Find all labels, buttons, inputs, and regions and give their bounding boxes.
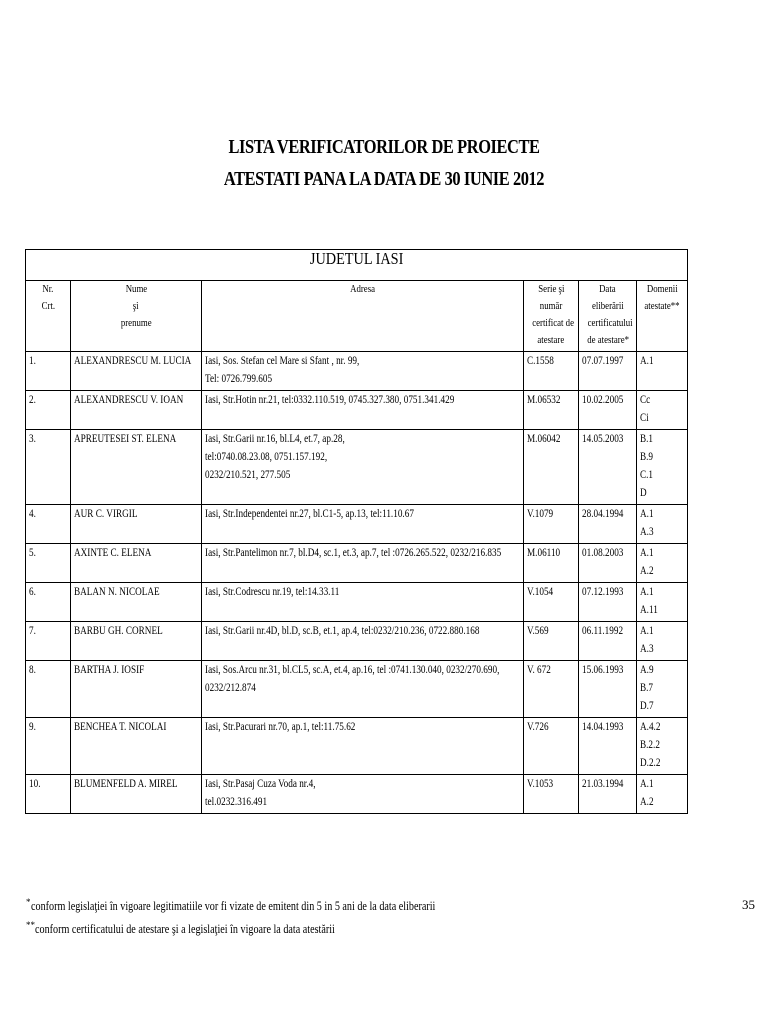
cell-domenii: A.1 A.3 bbox=[637, 622, 688, 661]
cell-serie: V.726 bbox=[524, 718, 579, 775]
table-row bbox=[26, 661, 688, 718]
cell-domenii: B.1 B.9 C.1 D bbox=[637, 430, 688, 505]
cell-serie: C.1558 bbox=[524, 352, 579, 391]
cell-domenii: A.9 B.7 D.7 bbox=[637, 661, 688, 718]
column-header-row bbox=[26, 281, 688, 352]
cell-adresa: Iasi, Sos. Stefan cel Mare si Sfant , nr. 99, Tel: 0726.799.605 bbox=[202, 352, 524, 391]
cell-domenii: A.1 bbox=[637, 352, 688, 391]
footnote-1-mark: * bbox=[26, 897, 31, 907]
cell-adresa: Iasi, Str.Independentei nr.27, bl.C1-5, ap.13, tel:11.10.67 bbox=[202, 505, 524, 544]
cell-nr: 2. bbox=[26, 391, 71, 430]
cell-nume: BARTHA J. IOSIF bbox=[71, 661, 202, 718]
cell-nr: 7. bbox=[26, 622, 71, 661]
cell-adresa: Iasi, Str.Pasaj Cuza Voda nr.4, tel.0232.316.491 bbox=[202, 775, 524, 814]
cell-adresa: Iasi, Str.Pantelimon nr.7, bl.D4, sc.1, et.3, ap.7, tel :0726.265.522, 0232/216.835 bbox=[202, 544, 524, 583]
cell-domenii: A.1 A.2 bbox=[637, 544, 688, 583]
cell-serie: M.06532 bbox=[524, 391, 579, 430]
county-heading: JUDETUL IASI bbox=[26, 250, 688, 281]
cell-nr: 4. bbox=[26, 505, 71, 544]
cell-nume: APREUTESEI ST. ELENA bbox=[71, 430, 202, 505]
cell-nume: ALEXANDRESCU V. IOAN bbox=[71, 391, 202, 430]
cell-domenii: Cc Ci bbox=[637, 391, 688, 430]
cell-adresa: Iasi, Str.Codrescu nr.19, tel:14.33.11 bbox=[202, 583, 524, 622]
cell-data: 06.11.1992 bbox=[579, 622, 637, 661]
cell-data: 07.07.1997 bbox=[579, 352, 637, 391]
header-domenii: Domenii atestate** bbox=[637, 281, 688, 352]
verifier-table bbox=[25, 249, 688, 814]
footnote-2-mark: ** bbox=[26, 920, 35, 930]
cell-nr: 1. bbox=[26, 352, 71, 391]
table-row bbox=[26, 505, 688, 544]
table-body bbox=[26, 352, 688, 814]
cell-adresa: Iasi, Str.Hotin nr.21, tel:0332.110.519, 0745.327.380, 0751.341.429 bbox=[202, 391, 524, 430]
cell-nume: BLUMENFELD A. MIREL bbox=[71, 775, 202, 814]
page-number: 35 bbox=[742, 897, 755, 912]
cell-data: 01.08.2003 bbox=[579, 544, 637, 583]
cell-adresa: Iasi, Str.Pacurari nr.70, ap.1, tel:11.75.62 bbox=[202, 718, 524, 775]
cell-nume: AUR C. VIRGIL bbox=[71, 505, 202, 544]
cell-nume: BALAN N. NICOLAE bbox=[71, 583, 202, 622]
cell-data: 28.04.1994 bbox=[579, 505, 637, 544]
cell-nr: 9. bbox=[26, 718, 71, 775]
cell-domenii: A.1 A.3 bbox=[637, 505, 688, 544]
cell-nr: 6. bbox=[26, 583, 71, 622]
header-data: Data eliberării certificatului de atestare* bbox=[579, 281, 637, 352]
cell-data: 10.02.2005 bbox=[579, 391, 637, 430]
cell-nr: 5. bbox=[26, 544, 71, 583]
cell-serie: V.569 bbox=[524, 622, 579, 661]
table-row bbox=[26, 391, 688, 430]
document-title-line-2: ATESTATI PANA LA DATA DE 30 IUNIE 2012 bbox=[223, 168, 545, 190]
table-row bbox=[26, 775, 688, 814]
cell-nr: 10. bbox=[26, 775, 71, 814]
table-row bbox=[26, 718, 688, 775]
table-row bbox=[26, 430, 688, 505]
cell-domenii: A.1 A.2 bbox=[637, 775, 688, 814]
cell-data: 07.12.1993 bbox=[579, 583, 637, 622]
table-row bbox=[26, 352, 688, 391]
footnote-2 bbox=[26, 920, 419, 937]
header-nr: Nr. Crt. bbox=[26, 281, 71, 352]
cell-serie: V.1054 bbox=[524, 583, 579, 622]
cell-data: 14.04.1993 bbox=[579, 718, 637, 775]
cell-adresa: Iasi, Sos.Arcu nr.31, bl.CL5, sc.A, et.4, ap.16, tel :0741.130.040, 0232/270.690, 0232/212.874 bbox=[202, 661, 524, 718]
cell-nume: BENCHEA T. NICOLAI bbox=[71, 718, 202, 775]
cell-data: 15.06.1993 bbox=[579, 661, 637, 718]
cell-adresa: Iasi, Str.Garii nr.16, bl.L4, et.7, ap.28, tel:0740.08.23.08, 0751.157.192, 0232/210.521, 277.505 bbox=[202, 430, 524, 505]
header-serie: Serie şi număr certificat de atestare bbox=[524, 281, 579, 352]
cell-data: 14.05.2003 bbox=[579, 430, 637, 505]
cell-domenii: A.1 A.11 bbox=[637, 583, 688, 622]
table-row bbox=[26, 583, 688, 622]
footnote-2-text: conform certificatului de atestare şi a legislaţiei în vigoare la data atestării bbox=[35, 921, 335, 937]
cell-adresa: Iasi, Str.Garii nr.4D, bl.D, sc.B, et.1, ap.4, tel:0232/210.236, 0722.880.168 bbox=[202, 622, 524, 661]
cell-nume: BARBU GH. CORNEL bbox=[71, 622, 202, 661]
table-row bbox=[26, 622, 688, 661]
cell-nume: AXINTE C. ELENA bbox=[71, 544, 202, 583]
footnote-1 bbox=[26, 897, 549, 914]
cell-serie: V. 672 bbox=[524, 661, 579, 718]
cell-serie: M.06110 bbox=[524, 544, 579, 583]
verifier-table-container bbox=[25, 249, 687, 814]
footnote-1-text: conform legislaţiei în vigoare legitimatiile vor fi vizate de emitent din 5 in 5 ani de la data eliberarii bbox=[30, 898, 435, 914]
cell-data: 21.03.1994 bbox=[579, 775, 637, 814]
table-row bbox=[26, 544, 688, 583]
cell-nume: ALEXANDRESCU M. LUCIA bbox=[71, 352, 202, 391]
cell-serie: V.1053 bbox=[524, 775, 579, 814]
cell-domenii: A.4.2 B.2.2 D.2.2 bbox=[637, 718, 688, 775]
document-title-line-1: LISTA VERIFICATORILOR DE PROIECTE bbox=[228, 136, 540, 158]
cell-serie: M.06042 bbox=[524, 430, 579, 505]
cell-nr: 3. bbox=[26, 430, 71, 505]
header-adresa: Adresa bbox=[202, 281, 524, 352]
header-nume: Nume şi prenume bbox=[71, 281, 202, 352]
cell-serie: V.1079 bbox=[524, 505, 579, 544]
cell-nr: 8. bbox=[26, 661, 71, 718]
